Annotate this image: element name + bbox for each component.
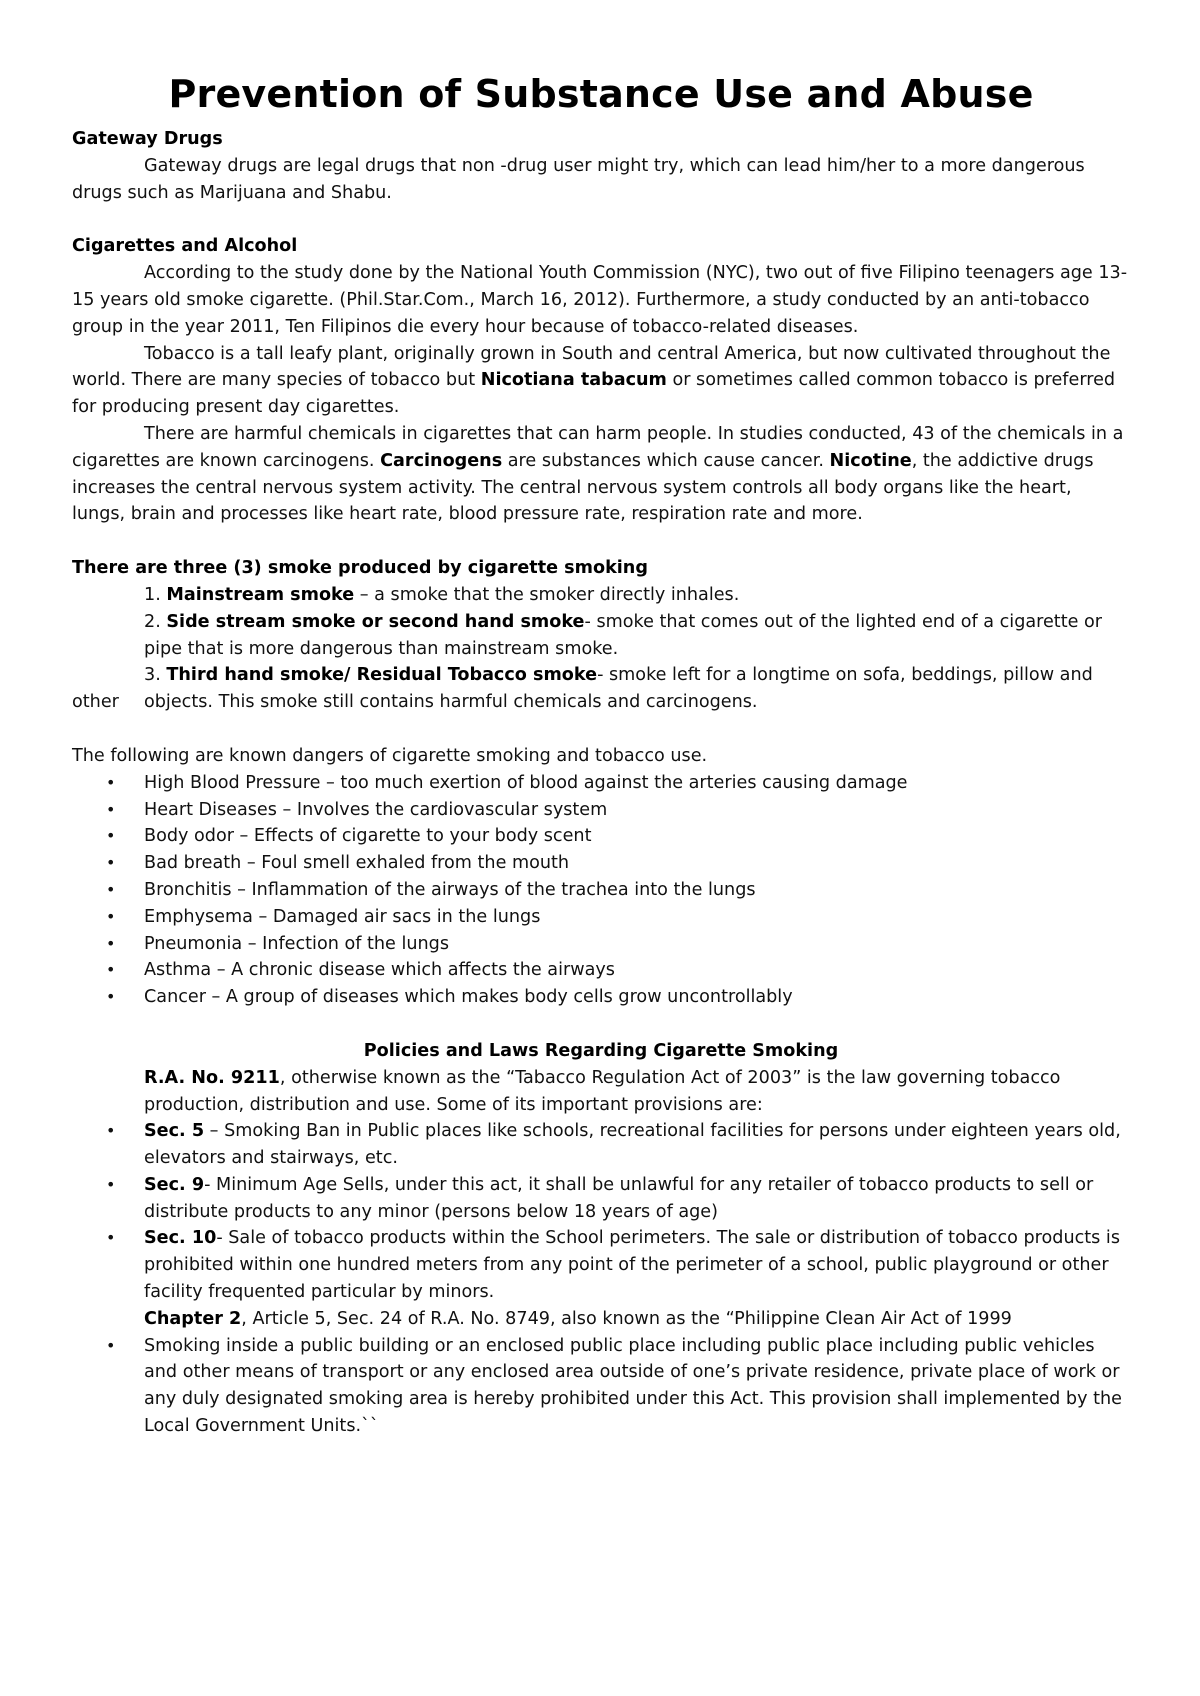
term-chapter-2: Chapter 2	[144, 1308, 242, 1329]
text-run: are substances which cause cancer.	[502, 450, 830, 471]
list-item-danger	[72, 850, 1130, 877]
text-run: - smoke that comes out of the lighted end of a cigarette or pipe that is more dangerous than mainstream smoke.	[144, 611, 1103, 659]
list-item-danger	[72, 904, 1130, 931]
list-item-danger	[72, 984, 1130, 1011]
text-run: There are harmful chemicals in cigarettes that can harm people. In studies conducted, 43 of the chemicals in a cigarettes are known carcinogens.	[72, 423, 1124, 471]
list-item-danger	[72, 770, 1130, 797]
term-third-hand-smoke: Third hand smoke/ Residual Tobacco smoke	[166, 665, 598, 686]
list-item-third-hand-smoke	[144, 662, 1130, 689]
bullet-icon: •	[106, 853, 116, 873]
bullet-icon: •	[106, 906, 116, 926]
list-item-danger	[72, 877, 1130, 904]
list-item-third-hand-smoke-continued	[72, 689, 1130, 716]
spacer	[72, 206, 1130, 233]
list-number: 1.	[144, 584, 167, 605]
heading-gateway-drugs: Gateway Drugs	[72, 129, 223, 149]
spacer	[72, 528, 1130, 555]
text-run: – Smoking Ban in Public places like schools, recreational facilities for persons under eighteen years old, elevators and stairways, etc.	[144, 1121, 1121, 1169]
bullet-icon: •	[106, 1174, 116, 1194]
text-run: Tobacco is a tall leafy plant, originally grown in South and central America, but now cultivated throughout the world. There are many species of tobacco but	[72, 343, 1111, 391]
paragraph-dangers-intro: The following are known dangers of cigarette smoking and tobacco use.	[72, 745, 708, 766]
text-run: - Minimum Age Sells, under this act, it shall be unlawful for any retailer of tobacco products to sell or distribute products to any minor (persons below 18 years of age)	[144, 1174, 1094, 1222]
list-item-text: High Blood Pressure – too much exertion of blood against the arteries causing damage	[144, 772, 908, 793]
list-item-text: Bad breath – Foul smell exhaled from the mouth	[144, 853, 570, 874]
bullet-icon: •	[106, 1335, 116, 1355]
text-run: objects. This smoke still contains harmful chemicals and carcinogens.	[144, 692, 758, 713]
list-item-danger	[72, 957, 1130, 984]
text-run: – a smoke that the smoker directly inhales.	[354, 584, 740, 605]
text-run: - smoke left for a longtime on sofa, beddings, pillow and	[597, 665, 1093, 686]
paragraph-chapter-2	[144, 1306, 1130, 1333]
list-item-mainstream-smoke	[144, 582, 1130, 609]
provisions-list	[72, 1118, 1130, 1306]
list-item-danger	[72, 797, 1130, 824]
clean-air-list	[72, 1333, 1130, 1440]
heading-three-smokes: There are three (3) smoke produced by cigarette smoking	[72, 558, 648, 579]
list-item-text: Asthma – A chronic disease which affects the airways	[144, 960, 615, 981]
bullet-icon: •	[106, 987, 116, 1007]
bullet-icon: •	[106, 799, 116, 819]
list-item-text: Cancer – A group of diseases which makes body cells grow uncontrollably	[144, 987, 793, 1008]
text-run: , Article 5, Sec. 24 of R.A. No. 8749, also known as the “Philippine Clean Air Act of 1999	[241, 1308, 1012, 1329]
list-item-text: Bronchitis – Inflammation of the airways of the trachea into the lungs	[144, 879, 756, 900]
spacer	[72, 716, 1130, 743]
page-title: Prevention of Substance Use and Abuse	[168, 72, 1034, 116]
spacer	[72, 1011, 1130, 1038]
list-item-danger	[72, 931, 1130, 958]
list-item-text: Smoking inside a public building or an enclosed public place including public place including public vehicles and other means of transport or any enclosed area outside of one’s private residence, private place of work or any duly designated smoking area is hereby prohibited under this Act. This provision shall implemented by the Local Government Units.``	[144, 1335, 1122, 1437]
text-run: other	[72, 692, 119, 713]
term-sec-10: Sec. 10	[144, 1228, 217, 1249]
bullet-icon: •	[106, 960, 116, 980]
bullet-icon: •	[106, 879, 116, 899]
heading-cigarettes-alcohol: Cigarettes and Alcohol	[72, 236, 298, 257]
term-mainstream-smoke: Mainstream smoke	[166, 584, 355, 605]
paragraph-gateway-drugs: Gateway drugs are legal drugs that non -drug user might try, which can lead him/her to a more dangerous drugs such as Marijuana and Shabu.	[72, 155, 1085, 203]
term-nicotiana-tabacum: Nicotiana tabacum	[480, 370, 667, 391]
bullet-icon: •	[106, 1121, 116, 1141]
paragraph-ra-9211	[144, 1065, 1130, 1119]
paragraph-tobacco-plant	[72, 341, 1130, 421]
list-item-danger	[72, 823, 1130, 850]
list-number: 3.	[144, 665, 167, 686]
term-carcinogens: Carcinogens	[380, 450, 503, 471]
list-item-sec-5	[72, 1118, 1130, 1172]
text-run: , the addictive drugs increases the central nervous system activity. The central nervous system controls all body organs like the heart, lungs, brain and processes like heart rate, blood pressure rate, respiration rate and more.	[72, 450, 1094, 525]
list-item-text: Emphysema – Damaged air sacs in the lungs	[144, 906, 541, 927]
list-number: 2.	[144, 611, 167, 632]
text-run: - Sale of tobacco products within the School perimeters. The sale or distribution of tobacco products is prohibited within one hundred meters from any point of the perimeter of a school, public playground or other facility frequented particular by minors.	[144, 1228, 1120, 1303]
paragraph-nyc-study: According to the study done by the National Youth Commission (NYC), two out of five Filipino teenagers age 13-15 years old smoke cigarette. (Phil.Star.Com., March 16, 2012). Furthermore, a study conducted by an anti-tobacco group in the year 2011, Ten Filipinos die every hour because of tobacco-related diseases.	[72, 263, 1128, 337]
list-item-sec-9	[72, 1172, 1130, 1226]
list-item-side-stream-smoke	[144, 609, 1130, 663]
text-run: , otherwise known as the “Tabacco Regulation Act of 2003” is the law governing tobacco production, distribution and use. Some of its important provisions are:	[144, 1067, 1061, 1115]
bullet-icon: •	[106, 826, 116, 846]
paragraph-harmful-chemicals	[72, 421, 1130, 528]
bullet-icon: •	[106, 772, 116, 792]
term-nicotine: Nicotine	[829, 450, 912, 471]
term-sec-5: Sec. 5	[144, 1121, 205, 1142]
list-item-smoking-prohibition	[72, 1333, 1130, 1440]
term-side-stream-smoke: Side stream smoke or second hand smoke	[166, 611, 585, 632]
list-item-text: Pneumonia – Infection of the lungs	[144, 933, 449, 954]
list-item-text: Body odor – Effects of cigarette to your body scent	[144, 826, 592, 847]
heading-policies-laws: Policies and Laws Regarding Cigarette Smoking	[363, 1040, 839, 1061]
list-item-sec-10	[72, 1225, 1130, 1305]
term-sec-9: Sec. 9	[144, 1174, 205, 1195]
bullet-icon: •	[106, 1228, 116, 1248]
list-item-text: Heart Diseases – Involves the cardiovascular system	[144, 799, 608, 820]
term-ra-9211: R.A. No. 9211	[144, 1067, 280, 1088]
text-run: or sometimes called common tobacco is preferred for producing present day cigarettes.	[72, 370, 1116, 418]
bullet-icon: •	[106, 933, 116, 953]
dangers-list	[72, 770, 1130, 1011]
